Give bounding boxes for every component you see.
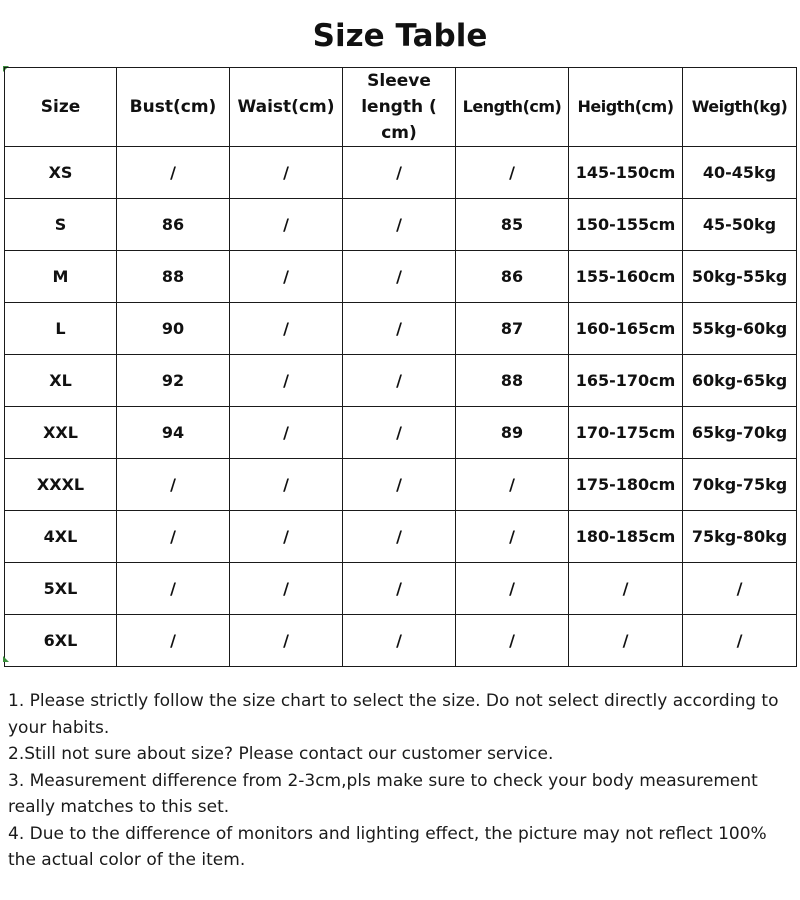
cell-length: 86 bbox=[456, 251, 569, 303]
cell-height: 165-170cm bbox=[569, 355, 683, 407]
cell-waist: / bbox=[230, 251, 343, 303]
cell-sleeve-length: / bbox=[343, 251, 456, 303]
table-row bbox=[5, 459, 797, 511]
cell-sleeve-length: / bbox=[343, 147, 456, 199]
corner-accent-bottom bbox=[3, 656, 9, 662]
cell-size: 6XL bbox=[5, 615, 117, 667]
cell-weight: 40-45kg bbox=[683, 147, 797, 199]
cell-length: / bbox=[456, 147, 569, 199]
cell-waist: / bbox=[230, 511, 343, 563]
table-row bbox=[5, 511, 797, 563]
cell-bust: 92 bbox=[117, 355, 230, 407]
notes-section bbox=[8, 688, 792, 874]
cell-bust: / bbox=[117, 459, 230, 511]
table-row bbox=[5, 355, 797, 407]
cell-sleeve-length: / bbox=[343, 511, 456, 563]
note-2: 2.Still not sure about size? Please contact our customer service. bbox=[8, 744, 554, 764]
size-table bbox=[4, 67, 797, 667]
cell-length: 87 bbox=[456, 303, 569, 355]
cell-size: 4XL bbox=[5, 511, 117, 563]
cell-height: 145-150cm bbox=[569, 147, 683, 199]
cell-bust: / bbox=[117, 563, 230, 615]
cell-weight: 50kg-55kg bbox=[683, 251, 797, 303]
table-row bbox=[5, 563, 797, 615]
cell-size: XS bbox=[5, 147, 117, 199]
cell-sleeve-length: / bbox=[343, 459, 456, 511]
cell-length: 85 bbox=[456, 199, 569, 251]
cell-size: XXL bbox=[5, 407, 117, 459]
cell-bust: 90 bbox=[117, 303, 230, 355]
cell-sleeve-length: / bbox=[343, 407, 456, 459]
cell-sleeve-length: / bbox=[343, 615, 456, 667]
cell-size: L bbox=[5, 303, 117, 355]
header-height: Heigth(cm) bbox=[569, 68, 683, 147]
cell-sleeve-length: / bbox=[343, 303, 456, 355]
header-waist: Waist(cm) bbox=[230, 68, 343, 147]
cell-waist: / bbox=[230, 407, 343, 459]
cell-weight: 65kg-70kg bbox=[683, 407, 797, 459]
cell-height: / bbox=[569, 563, 683, 615]
cell-height: / bbox=[569, 615, 683, 667]
note-1: 1. Please strictly follow the size chart to select the size. Do not select directly according to your habits. bbox=[8, 691, 779, 738]
cell-waist: / bbox=[230, 355, 343, 407]
header-bust: Bust(cm) bbox=[117, 68, 230, 147]
table-row bbox=[5, 407, 797, 459]
cell-weight: 45-50kg bbox=[683, 199, 797, 251]
table-row bbox=[5, 251, 797, 303]
cell-size: M bbox=[5, 251, 117, 303]
note-3: 3. Measurement difference from 2-3cm,pls make sure to check your body measurement really matches to this set. bbox=[8, 770, 758, 817]
cell-waist: / bbox=[230, 615, 343, 667]
cell-size: XXXL bbox=[5, 459, 117, 511]
cell-bust: 88 bbox=[117, 251, 230, 303]
header-size: Size bbox=[5, 68, 117, 147]
cell-weight: / bbox=[683, 615, 797, 667]
cell-size: XL bbox=[5, 355, 117, 407]
cell-size: 5XL bbox=[5, 563, 117, 615]
table-row bbox=[5, 199, 797, 251]
page-title: Size Table bbox=[312, 18, 488, 54]
note-4: 4. Due to the difference of monitors and lighting effect, the picture may not reflect 100% the actual color of the item. bbox=[8, 823, 767, 870]
cell-bust: / bbox=[117, 615, 230, 667]
cell-waist: / bbox=[230, 147, 343, 199]
cell-weight: 70kg-75kg bbox=[683, 459, 797, 511]
header-length: Length(cm) bbox=[456, 68, 569, 147]
cell-bust: 86 bbox=[117, 199, 230, 251]
cell-length: / bbox=[456, 563, 569, 615]
cell-length: / bbox=[456, 615, 569, 667]
cell-length: / bbox=[456, 511, 569, 563]
cell-height: 150-155cm bbox=[569, 199, 683, 251]
cell-height: 180-185cm bbox=[569, 511, 683, 563]
cell-height: 155-160cm bbox=[569, 251, 683, 303]
table-header-row bbox=[5, 68, 797, 147]
cell-sleeve-length: / bbox=[343, 199, 456, 251]
cell-waist: / bbox=[230, 303, 343, 355]
cell-weight: 60kg-65kg bbox=[683, 355, 797, 407]
cell-waist: / bbox=[230, 459, 343, 511]
table-row bbox=[5, 615, 797, 667]
cell-length: 88 bbox=[456, 355, 569, 407]
cell-bust: 94 bbox=[117, 407, 230, 459]
table-row bbox=[5, 303, 797, 355]
cell-weight: 75kg-80kg bbox=[683, 511, 797, 563]
cell-length: 89 bbox=[456, 407, 569, 459]
cell-waist: / bbox=[230, 563, 343, 615]
table-row bbox=[5, 147, 797, 199]
cell-sleeve-length: / bbox=[343, 355, 456, 407]
cell-height: 175-180cm bbox=[569, 459, 683, 511]
cell-sleeve-length: / bbox=[343, 563, 456, 615]
table-body bbox=[5, 147, 797, 667]
cell-weight: 55kg-60kg bbox=[683, 303, 797, 355]
cell-weight: / bbox=[683, 563, 797, 615]
header-sleeve-length: Sleeve length ( cm) bbox=[343, 68, 456, 147]
cell-waist: / bbox=[230, 199, 343, 251]
cell-height: 170-175cm bbox=[569, 407, 683, 459]
cell-length: / bbox=[456, 459, 569, 511]
header-weight: Weigth(kg) bbox=[683, 68, 797, 147]
cell-height: 160-165cm bbox=[569, 303, 683, 355]
cell-size: S bbox=[5, 199, 117, 251]
cell-bust: / bbox=[117, 511, 230, 563]
cell-bust: / bbox=[117, 147, 230, 199]
